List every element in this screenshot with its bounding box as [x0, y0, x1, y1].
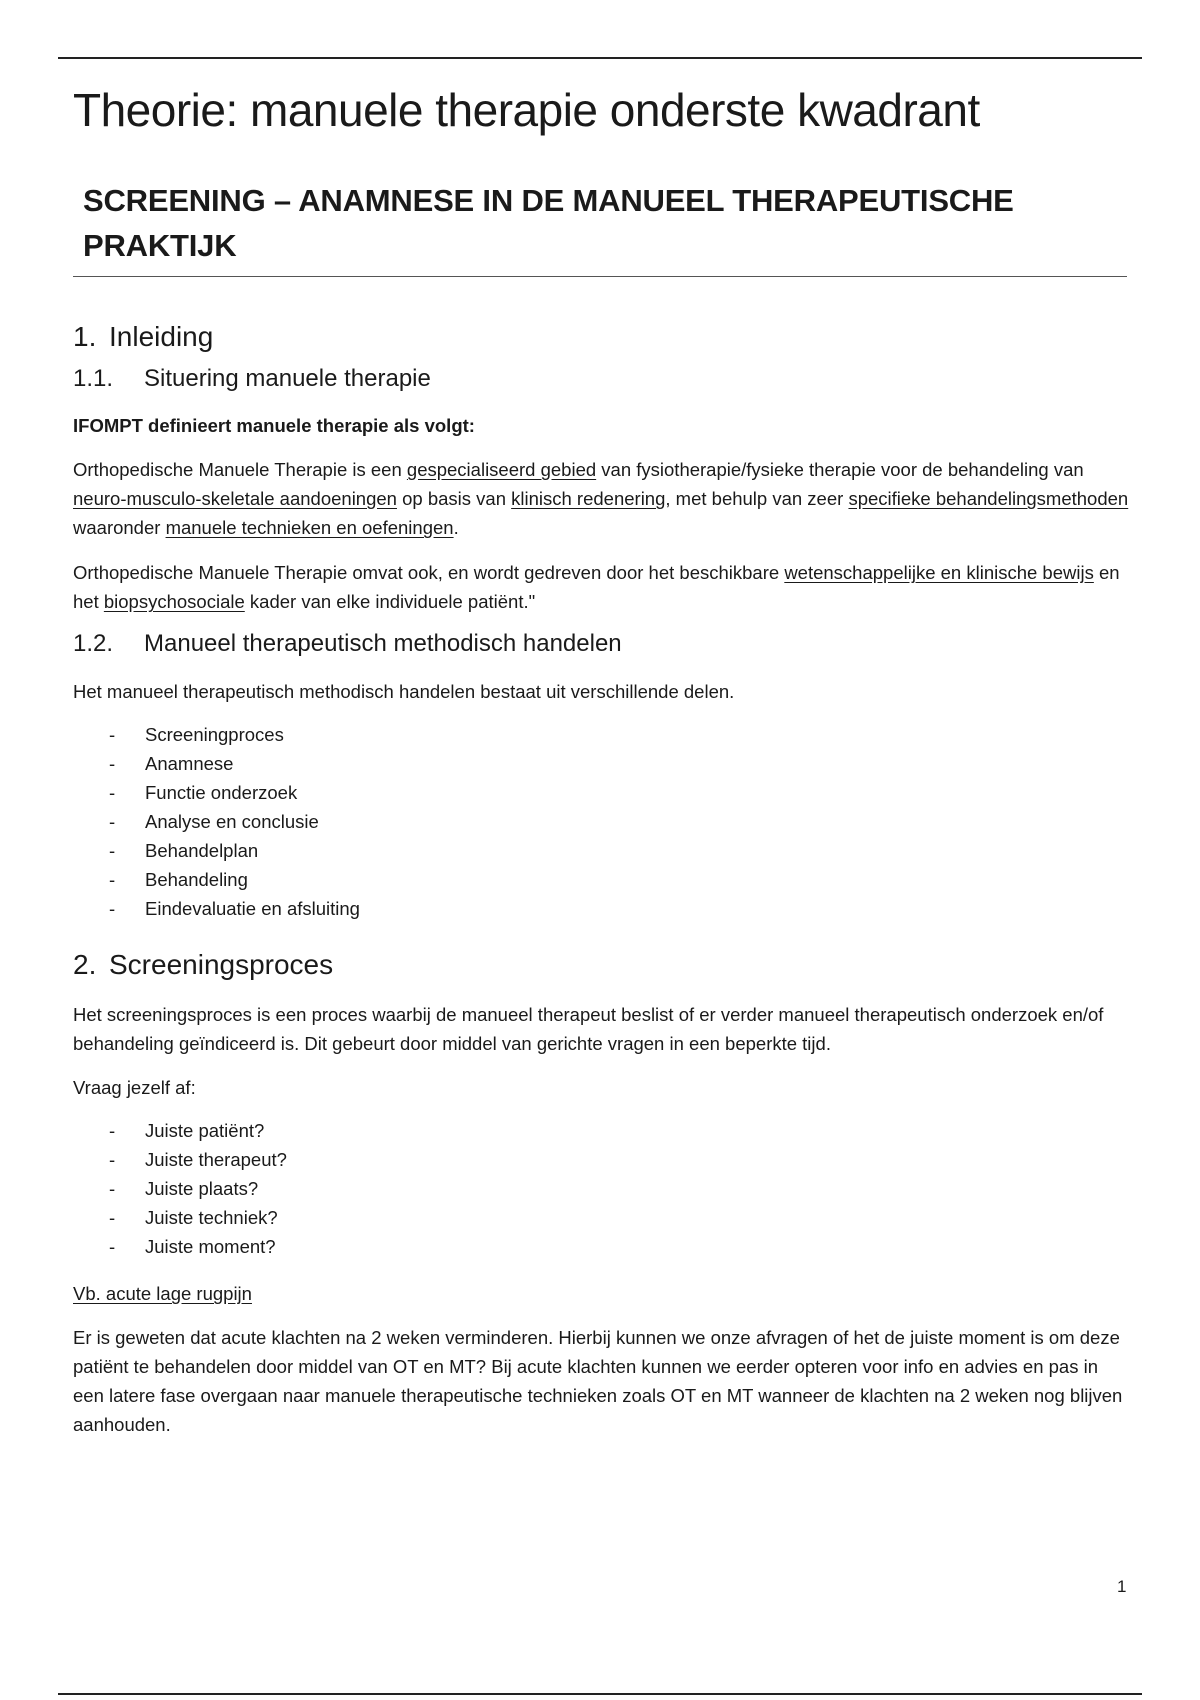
underlined-term: neuro-musculo-skeletale aandoeningen — [73, 488, 397, 509]
example-title: Vb. acute lage rugpijn — [73, 1283, 252, 1304]
definition-paragraph-1 — [73, 455, 1133, 542]
list-item: - Juiste patiënt? — [73, 1116, 1133, 1145]
list-item: - Juiste techniek? — [73, 1203, 1133, 1232]
example-paragraph: Er is geweten dat acute klachten na 2 weken verminderen. Hierbij kunnen we onze afvragen of het de juiste moment is om deze patiënt te behandelen door middel van OT en MT? Bij acute klachten kunnen we eerder opteren voor info en advies en pas in een latere fase overgaan naar manuele therapeutische technieken zoals OT en MT wanneer de klachten na 2 weken nog blijven aanhouden. — [73, 1327, 1123, 1435]
underlined-term: klinisch redenering — [511, 488, 666, 509]
list-item: - Juiste moment? — [73, 1232, 1133, 1261]
ifompt-lead: IFOMPT definieert manuele therapie als volgt: — [73, 415, 475, 436]
underlined-term: biopsychosociale — [103, 591, 245, 612]
document-title: Theorie: manuele therapie onderste kwadrant — [73, 84, 980, 136]
text-run: Orthopedische Manuele Therapie omvat ook, en wordt gedreven door het beschikbare — [73, 562, 785, 583]
top-rule — [58, 57, 1142, 59]
text-run: Orthopedische Manuele Therapie is een — [73, 459, 407, 480]
methodisch-intro: Het manueel therapeutisch methodisch handelen bestaat uit verschillende delen. — [73, 681, 735, 702]
text-run: waaronder — [73, 517, 166, 538]
text-run: en het — [73, 562, 1120, 612]
heading-text: Manueel therapeutisch methodisch handelen — [144, 630, 622, 657]
text-run: . — [453, 517, 459, 538]
text-run: , met behulp van zeer — [665, 488, 849, 509]
underlined-term: gespecialiseerd gebied — [406, 459, 597, 480]
text-run: op basis van — [396, 488, 512, 509]
list-item: - Behandeling — [73, 865, 1133, 894]
heading-number: 1.2. — [73, 630, 114, 657]
questions-list — [73, 1116, 1133, 1261]
document-page — [73, 78, 1133, 1439]
underlined-term: specifieke behandelingsmethoden — [848, 488, 1129, 509]
heading-screeningsproces — [73, 945, 1133, 985]
underlined-term: wetenschappelijke en klinische bewijs — [784, 562, 1094, 583]
section-title-line2: PRAKTIJK — [83, 228, 237, 263]
heading-text: Inleiding — [109, 321, 214, 352]
list-item: - Eindevaluatie en afsluiting — [73, 894, 1133, 923]
heading-situering — [73, 361, 1133, 397]
section-title-line1: SCREENING – ANAMNESE IN DE MANUEEL THERAPEUTISCHE — [83, 183, 1014, 218]
text-run: van fysiotherapie/fysieke therapie voor de behandeling van — [596, 459, 1084, 480]
list-item: - Screeningproces — [73, 720, 1133, 749]
heading-inleiding — [73, 317, 1133, 357]
heading-number: 1.1. — [73, 365, 114, 392]
list-item: - Functie onderzoek — [73, 778, 1133, 807]
heading-methodisch-handelen — [73, 626, 1133, 662]
definition-paragraph-2 — [73, 558, 1133, 616]
list-item: - Juiste therapeut? — [73, 1145, 1133, 1174]
heading-number: 1. — [73, 321, 97, 352]
heading-number: 2. — [73, 949, 97, 980]
section-title — [83, 178, 1133, 268]
list-item: - Anamnese — [73, 749, 1133, 778]
screening-paragraph: Het screeningsproces is een proces waarbij de manueel therapeut beslist of er verder manueel therapeutisch onderzoek en/of behandeling geïndiceerd is. Dit gebeurt door middel van gerichte vragen in een beperkte tijd. — [73, 1004, 1104, 1054]
underlined-term: manuele technieken en oefeningen — [165, 517, 454, 538]
list-item: - Behandelplan — [73, 836, 1133, 865]
page-number: 1 — [1117, 1577, 1127, 1596]
ask-yourself: Vraag jezelf af: — [73, 1077, 196, 1098]
bottom-rule — [58, 1693, 1142, 1695]
list-item: - Juiste plaats? — [73, 1174, 1133, 1203]
list-item: - Analyse en conclusie — [73, 807, 1133, 836]
heading-text: Situering manuele therapie — [144, 365, 431, 392]
example-heading — [73, 1279, 1133, 1308]
heading-text: Screeningsproces — [109, 949, 334, 980]
text-run: kader van elke individuele patiënt." — [244, 591, 536, 612]
section-divider — [73, 276, 1127, 277]
methodisch-list — [73, 720, 1133, 923]
